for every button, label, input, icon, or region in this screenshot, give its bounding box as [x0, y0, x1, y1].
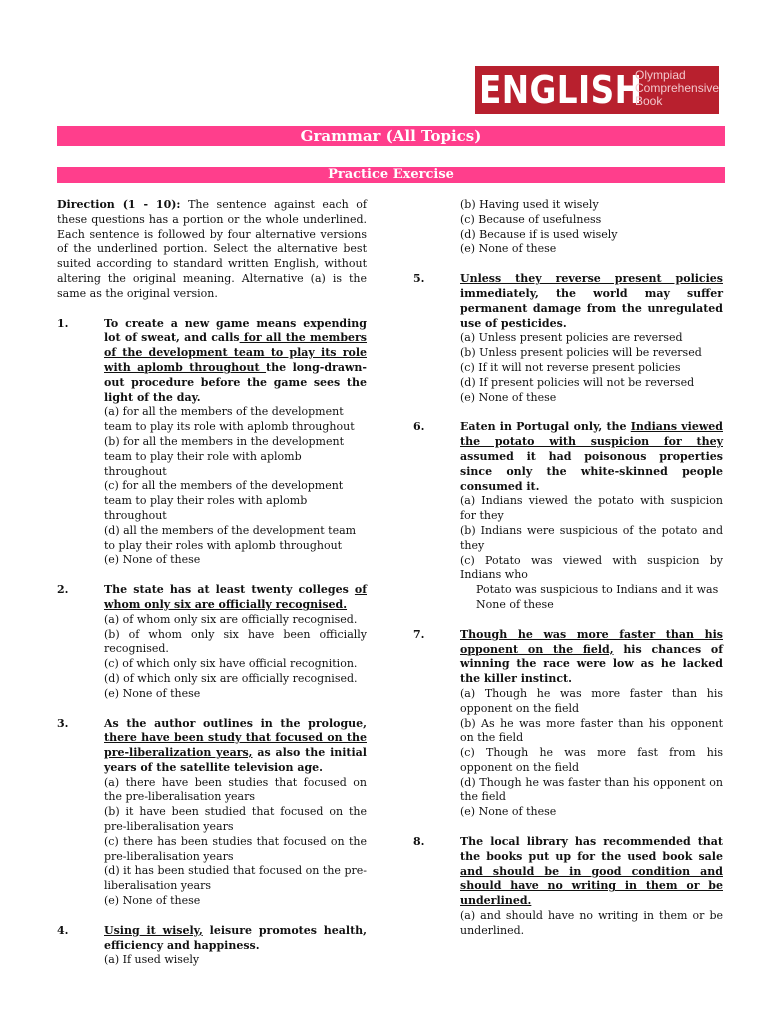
option-e: None of these — [476, 597, 554, 611]
question-text-part: Eaten in Portugal only, the — [460, 420, 631, 434]
option-a: (a) Unless present policies are reversed — [460, 331, 683, 345]
left-column — [57, 198, 367, 983]
underlined-portion: there have been study that focused on the pre-liberalization years, — [104, 731, 367, 760]
question-text-part: The state has at least twenty colleges — [104, 583, 355, 597]
logo-tagline — [635, 68, 720, 108]
option-e: (e) None of these — [104, 686, 201, 700]
question-text-part: the long-drawn-out procedure before the game sees the light of the day. — [104, 360, 367, 404]
underlined-portion: of whom only six are officially recognised. — [104, 583, 367, 611]
question-number: 5. — [413, 272, 425, 286]
english-olympiad-logo — [475, 66, 719, 114]
direction-label: Direction (1 - 10): — [57, 198, 181, 211]
question-5 — [413, 272, 723, 405]
option-c: (c) Though he was more fast from his opponent on the field — [460, 746, 723, 774]
question-number: 2. — [57, 583, 69, 597]
question-text-part: assumed it had poisonous properties since only the white-skinned people consumed it. — [460, 449, 723, 493]
logo-tag-line: Book — [635, 94, 663, 108]
question-number: 8. — [413, 835, 425, 849]
logo-word: ENGLISH — [479, 68, 643, 112]
logo-tag-line: Olympiad — [635, 68, 686, 82]
question-text — [460, 835, 723, 909]
option-c: (c) for all the members of the development team to play their roles with aplomb throughout — [104, 479, 344, 522]
option-a: (a) Indians viewed the potato with suspicion for they — [460, 494, 723, 523]
option-c: (c) Potato was viewed with suspicion by Indians who — [460, 553, 723, 582]
option-b: (b) As he was more faster than his opponent on the field — [460, 716, 723, 745]
question-text-part: his chances of winning the race were low as he lacked the killer instinct. — [460, 642, 723, 686]
option-b: (b) Indians were suspicious of the potato and they — [460, 523, 723, 552]
question-number: 3. — [57, 716, 69, 730]
option-a: (a) If used wisely — [104, 953, 200, 967]
question-text — [460, 272, 723, 331]
option-c: (c) of which only six have official recognition. — [104, 657, 358, 671]
right-column — [413, 198, 723, 954]
question-text-part: As the author outlines in the prologue, — [104, 716, 367, 730]
option-e: (e) None of these — [460, 242, 557, 256]
option-d: (d) If present policies will not be reversed — [460, 375, 695, 389]
option-d: (d) of which only six are officially recognised. — [104, 671, 358, 685]
underlined-portion: Though he was more faster than his opponent on the field, — [460, 627, 723, 656]
question-4 — [57, 924, 367, 968]
option-b: (b) Having used it wisely — [460, 198, 599, 211]
option-d: Potato was suspicious to Indians and it was — [476, 583, 719, 597]
question-number: 6. — [413, 420, 425, 434]
question-number: 1. — [57, 316, 69, 330]
option-a: (a) for all the members of the development team to play its role with aplomb throughout — [104, 405, 355, 434]
underlined-portion: for all the members of the development team to play its role with aplomb throughout — [104, 331, 368, 374]
question-text-part: leisure promotes health, efficiency and happiness. — [104, 923, 367, 952]
direction-body: The sentence against each of these questions has a portion or the whole underlined. Each sentence is followed by four alternative versions of the underlined portion. Select the alternative best suited according to standard written English, without altering the original meaning. Alternative (a) is the same as the original version. — [57, 198, 368, 300]
question-text-part: To create a new game means expending lot of sweat, and calls — [104, 316, 367, 345]
underlined-portion: Using it wisely, — [104, 923, 203, 937]
question-number: 4. — [57, 923, 69, 937]
option-e: (e) None of these — [460, 390, 557, 404]
question-number: 7. — [413, 627, 425, 641]
underlined-portion: Unless they reverse present policies — [460, 272, 723, 286]
question-6 — [413, 420, 723, 612]
question-text — [460, 420, 723, 494]
question-text-part: immediately, the world may suffer permanent damage from the unregulated use of pesticides. — [460, 286, 723, 330]
question-1 — [57, 317, 367, 569]
option-b: (b) of whom only six have been officially recognised. — [104, 627, 367, 656]
question-text — [104, 717, 367, 776]
option-b: (b) it have been studied that focused on the pre-liberalisation years — [104, 805, 367, 834]
question-text-part: as also the initial years of the satellite television age. — [104, 746, 367, 774]
question-2 — [57, 583, 367, 701]
option-c: (c) If it will not reverse present policies — [460, 360, 681, 374]
question-3 — [57, 717, 367, 909]
option-e: (e) None of these — [104, 553, 201, 567]
option-c: (c) Because of usefulness — [460, 212, 602, 226]
question-text-part: The local library has recommended that the books put up for the used book sale — [460, 835, 723, 863]
question-text — [104, 583, 367, 613]
question-8 — [413, 835, 723, 939]
option-a: (a) of whom only six are officially recognised. — [104, 612, 358, 626]
direction-text — [57, 198, 367, 302]
option-a: (a) Though he was more faster than his opponent on the field — [460, 686, 723, 715]
option-e: (e) None of these — [460, 805, 557, 819]
option-d: (d) Because if is used wisely — [460, 227, 618, 241]
option-d: (d) it has been studied that focused on the pre-liberalisation years — [104, 864, 367, 893]
option-a: (a) and should have no writing in them or be underlined. — [460, 909, 723, 937]
option-a: (a) there have been studies that focused on the pre-liberalisation years — [104, 775, 367, 804]
option-d: (d) Though he was faster than his opponent on the field — [460, 775, 723, 804]
option-b: (b) for all the members in the development team to play their role with aplomb throughout — [104, 434, 345, 478]
underlined-portion: Indians viewed the potato with suspicion for they — [460, 420, 723, 449]
underlined-portion: and should be in good condition and should have no writing in them or be underlined. — [460, 864, 723, 908]
question-7 — [413, 628, 723, 820]
question-text — [104, 924, 367, 954]
question-text — [460, 628, 723, 687]
question-4-continued — [413, 198, 723, 257]
question-text — [104, 317, 367, 406]
page-title: Grammar (All Topics) — [57, 126, 725, 146]
section-title: Practice Exercise — [57, 167, 725, 183]
option-d: (d) all the members of the development team to play their roles with aplomb throughout — [104, 523, 357, 552]
option-e: (e) None of these — [104, 894, 201, 908]
logo-tag-line: Comprehensive — [635, 81, 720, 95]
option-c: (c) there has been studies that focused on the pre-liberalisation years — [104, 834, 367, 863]
option-b: (b) Unless present policies will be reversed — [460, 346, 702, 360]
